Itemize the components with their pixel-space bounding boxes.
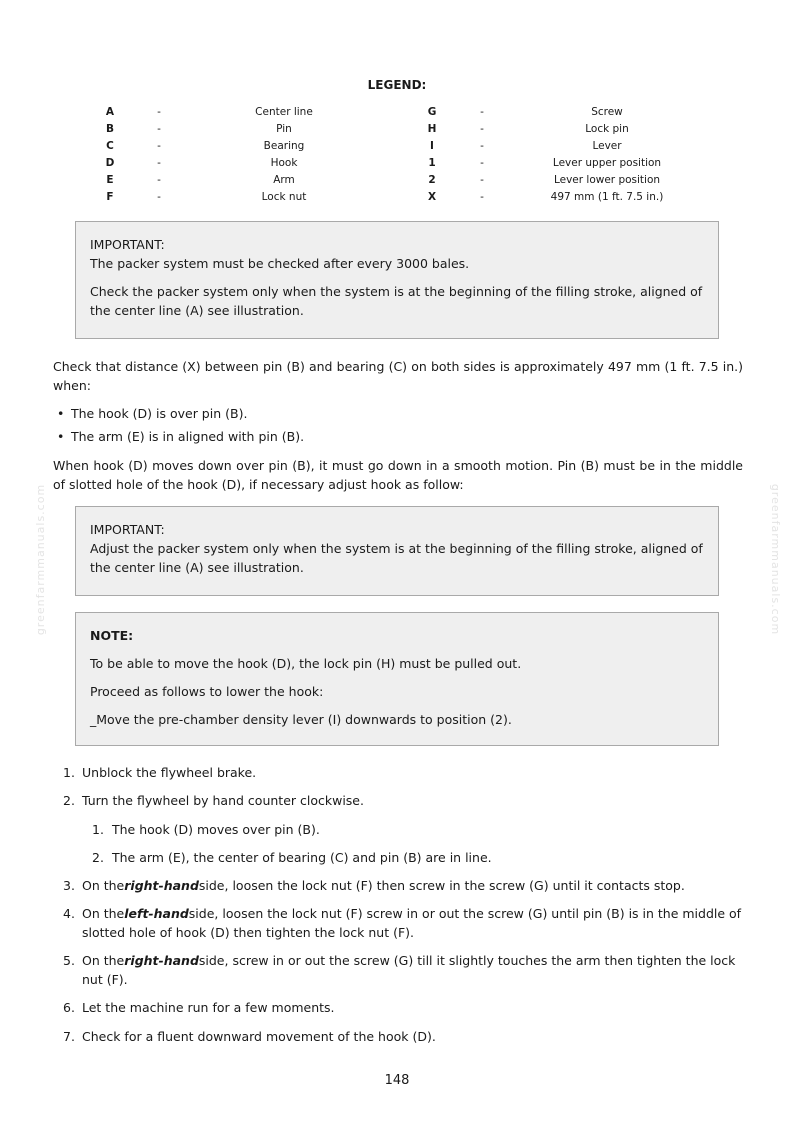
legend-title: LEGEND: — [367, 78, 427, 92]
step-text-pre: On the — [82, 953, 125, 968]
legend-key: 2 — [428, 174, 436, 186]
legend-value: Pin — [276, 123, 292, 135]
note-box — [75, 612, 719, 746]
bullet-text: The hook (D) is over pin (B). — [71, 406, 248, 421]
hook-motion-paragraph: When hook (D) moves down over pin (B), it must go down in a smooth motion. Pin (B) must be in the middle of slotted hole of the hook (D), if necessary adjust hook as follow: — [53, 458, 743, 492]
step-text: Check for a fluent downward movement of the hook (D). — [82, 1029, 436, 1044]
step-text — [82, 951, 743, 989]
legend-value: Lever upper position — [552, 157, 662, 169]
bullet-item — [57, 427, 304, 446]
legend-value: Lock nut — [261, 191, 307, 203]
legend-value: Arm — [273, 174, 295, 186]
legend-dash: - — [480, 123, 484, 135]
legend-value: Lever lower position — [553, 174, 661, 186]
step-emphasis: left-hand — [124, 906, 189, 921]
legend-key: C — [106, 140, 114, 152]
important-text: The packer system must be checked after every 3000 bales. — [90, 256, 470, 271]
legend-key: F — [106, 191, 114, 203]
substep-number: 2. — [92, 850, 104, 865]
legend-dash: - — [157, 157, 161, 169]
legend-dash: - — [480, 140, 484, 152]
bullet-dot: • — [57, 429, 65, 444]
legend-dash: - — [157, 140, 161, 152]
note-text: Proceed as follows to lower the hook: — [90, 684, 324, 699]
legend-row — [0, 140, 794, 157]
legend-dash: - — [480, 191, 484, 203]
legend-value: Lock pin — [585, 123, 629, 135]
note-text: _Move the pre-chamber density lever (I) downwards to position (2). — [90, 712, 512, 727]
bullet-dot: • — [57, 406, 65, 421]
step-text: Unblock the flywheel brake. — [82, 765, 257, 780]
substep-text: The hook (D) moves over pin (B). — [112, 822, 320, 837]
step-text-post: side, screw in or out the screw (G) till it slightly touches the arm then tighten the lock nut (F). — [82, 953, 736, 987]
step-number: 1. — [63, 765, 75, 780]
legend-row — [0, 191, 794, 208]
legend-value: 497 mm (1 ft. 7.5 in.) — [550, 191, 664, 203]
important-box-adjusting — [75, 506, 719, 596]
legend-row — [0, 157, 794, 174]
legend-value: Center line — [255, 106, 313, 118]
legend-key: A — [105, 106, 115, 118]
legend-dash: - — [480, 106, 484, 118]
step-number: 3. — [63, 878, 75, 893]
important-box-checking — [75, 221, 719, 339]
legend-row — [0, 106, 794, 123]
important-text: Adjust the packer system only when the system is at the beginning of the filling stroke, aligned of the center line (A) see illustration. — [90, 541, 703, 575]
step-number: 5. — [63, 953, 75, 968]
check-distance-paragraph: Check that distance (X) between pin (B) and bearing (C) on both sides is approximately 497 mm (1 ft. 7.5 in.) when: — [53, 359, 743, 393]
legend-key: E — [106, 174, 114, 186]
step-emphasis: right-hand — [124, 878, 199, 893]
substep-text: The arm (E), the center of bearing (C) and pin (B) are in line. — [112, 850, 492, 865]
legend-key: H — [427, 123, 437, 135]
step-number: 7. — [63, 1029, 75, 1044]
watermark-left: greenfarmmanuals.com — [34, 483, 48, 636]
step-text: Let the machine run for a few moments. — [82, 1000, 335, 1015]
legend-dash: - — [480, 157, 484, 169]
legend-dash: - — [157, 191, 161, 203]
legend-key: X — [427, 191, 437, 203]
legend-value: Lever — [592, 140, 622, 152]
important-text: Check the packer system only when the system is at the beginning of the filling stroke, aligned of the center line (A) see illustration. — [90, 284, 703, 318]
legend-dash: - — [157, 106, 161, 118]
step-number: 2. — [63, 793, 75, 808]
step-text-post: side, loosen the lock nut (F) then screw in the screw (G) until it contacts stop. — [198, 878, 685, 893]
legend-key: I — [430, 140, 434, 152]
bullet-item — [57, 404, 247, 423]
page-number: 148 — [384, 1073, 410, 1088]
legend-dash: - — [157, 123, 161, 135]
important-heading: IMPORTANT: — [90, 522, 165, 537]
legend-dash: - — [480, 174, 484, 186]
step-text: Turn the flywheel by hand counter clockwise. — [82, 793, 364, 808]
important-heading: IMPORTANT: — [90, 237, 165, 252]
legend-key: D — [105, 157, 115, 169]
legend-key: 1 — [428, 157, 436, 169]
substep-number: 1. — [92, 822, 104, 837]
step-text — [82, 904, 743, 942]
step-number: 4. — [63, 906, 75, 921]
legend-value: Bearing — [263, 140, 305, 152]
step-text-post: side, loosen the lock nut (F) screw in or out the screw (G) until pin (B) is in the middle of slotted hole of hook (D) then tighten the lock nut (F). — [82, 906, 742, 940]
legend-key: G — [427, 106, 437, 118]
legend-row — [0, 174, 794, 191]
note-heading: NOTE: — [90, 628, 134, 643]
watermark-right: greenfarmmanuals.com — [769, 483, 783, 636]
step-text-pre: On the — [82, 878, 125, 893]
legend-row — [0, 123, 794, 140]
legend-value: Screw — [591, 106, 623, 118]
legend-key: B — [105, 123, 114, 135]
step-emphasis: right-hand — [124, 953, 199, 968]
step-number: 6. — [63, 1000, 75, 1015]
step-text — [82, 876, 743, 895]
bullet-text: The arm (E) is in aligned with pin (B). — [71, 429, 305, 444]
legend-dash: - — [157, 174, 161, 186]
step-text-pre: On the — [82, 906, 125, 921]
note-text: To be able to move the hook (D), the lock pin (H) must be pulled out. — [90, 656, 522, 671]
legend-value: Hook — [270, 157, 298, 169]
